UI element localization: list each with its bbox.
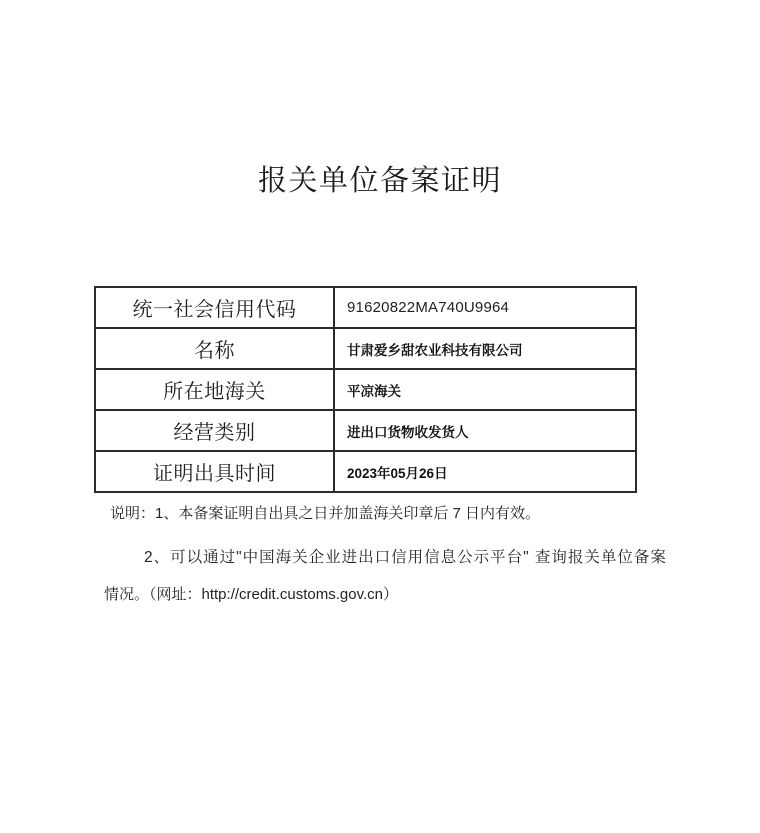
- field-value-business-category: 进出口货物收发货人: [334, 410, 636, 451]
- note-query-platform-line: 2、可以通过"中国海关企业进出口信用信息公示平台" 查询报关单位备案: [144, 549, 667, 566]
- table-row-business-category: [95, 410, 636, 451]
- field-label-customs-location: 所在地海关: [95, 369, 334, 410]
- note-validity-line: 说明：1、本备案证明自出具之日并加盖海关印章后 7 日内有效。: [110, 505, 541, 522]
- field-value-credit-code: 91620822MA740U9964: [334, 287, 636, 328]
- note-website-line: 情况。（网址：http://credit.customs.gov.cn）: [104, 586, 398, 603]
- table-row-credit-code: [95, 287, 636, 328]
- table-row-company-name: [95, 328, 636, 369]
- field-label-company-name: 名称: [95, 328, 334, 369]
- certificate-title: 报关单位备案证明: [257, 165, 502, 197]
- field-label-business-category: 经营类别: [95, 410, 334, 451]
- table-row-customs-location: [95, 369, 636, 410]
- field-label-issue-date: 证明出具时间: [95, 451, 334, 492]
- registration-info-table: [94, 286, 637, 493]
- field-label-credit-code: 统一社会信用代码: [95, 287, 334, 328]
- field-value-customs-location: 平凉海关: [334, 369, 636, 410]
- table-row-issue-date: [95, 451, 636, 492]
- registration-info-table-body: [95, 287, 636, 492]
- field-value-company-name: 甘肃爱乡甜农业科技有限公司: [334, 328, 636, 369]
- field-value-issue-date: 2023年05月26日: [334, 451, 636, 492]
